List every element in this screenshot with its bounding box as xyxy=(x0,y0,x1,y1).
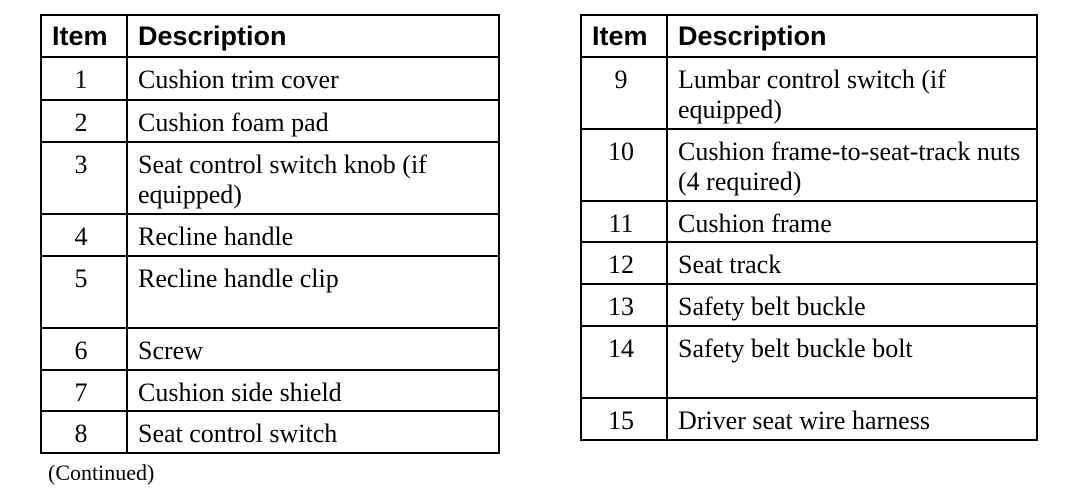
table-row xyxy=(41,256,499,328)
item-number: 7 xyxy=(41,370,127,411)
item-description: Lumbar control switch (if equipped) xyxy=(667,57,1037,129)
table-row xyxy=(41,100,499,142)
item-description: Cushion frame-to-seat-track nuts (4 required) xyxy=(667,129,1037,201)
table-row xyxy=(41,328,499,370)
table-header-row xyxy=(581,15,1037,57)
item-number: 9 xyxy=(581,57,667,129)
item-number: 3 xyxy=(41,142,127,214)
table-row xyxy=(41,370,499,411)
table-row xyxy=(41,411,499,453)
item-number: 11 xyxy=(581,201,667,242)
continued-note: (Continued) xyxy=(48,460,155,485)
item-number: 2 xyxy=(41,100,127,142)
parts-table-left xyxy=(40,14,500,454)
description-column-header: Description xyxy=(667,15,1037,57)
item-description: Cushion foam pad xyxy=(127,100,499,142)
item-number: 13 xyxy=(581,284,667,326)
item-column-header: Item xyxy=(581,15,667,57)
item-description: Cushion frame xyxy=(667,201,1037,242)
item-number: 4 xyxy=(41,214,127,256)
item-number: 6 xyxy=(41,328,127,370)
item-description: Seat control switch xyxy=(127,411,499,453)
table-row xyxy=(41,142,499,214)
item-number: 10 xyxy=(581,129,667,201)
item-number: 15 xyxy=(581,398,667,440)
item-description: Recline handle clip xyxy=(127,256,499,328)
item-description: Screw xyxy=(127,328,499,370)
item-description: Cushion trim cover xyxy=(127,57,499,100)
table-row xyxy=(581,129,1037,201)
item-description: Seat control switch knob (if equipped) xyxy=(127,142,499,214)
item-number: 8 xyxy=(41,411,127,453)
item-number: 14 xyxy=(581,326,667,398)
table-row xyxy=(41,57,499,100)
item-description: Cushion side shield xyxy=(127,370,499,411)
table-row xyxy=(581,201,1037,242)
table-row xyxy=(581,57,1037,129)
table-row xyxy=(581,398,1037,440)
item-description: Driver seat wire harness xyxy=(667,398,1037,440)
item-number: 1 xyxy=(41,57,127,100)
table-row xyxy=(581,284,1037,326)
item-description: Safety belt buckle xyxy=(667,284,1037,326)
item-description: Recline handle xyxy=(127,214,499,256)
item-column-header: Item xyxy=(41,15,127,57)
table-row xyxy=(581,242,1037,284)
item-description: Safety belt buckle bolt xyxy=(667,326,1037,398)
description-column-header: Description xyxy=(127,15,499,57)
table-header-row xyxy=(41,15,499,57)
table-row xyxy=(41,214,499,256)
item-number: 5 xyxy=(41,256,127,328)
item-description: Seat track xyxy=(667,242,1037,284)
item-number: 12 xyxy=(581,242,667,284)
table-row xyxy=(581,326,1037,398)
parts-table-right xyxy=(580,14,1038,441)
